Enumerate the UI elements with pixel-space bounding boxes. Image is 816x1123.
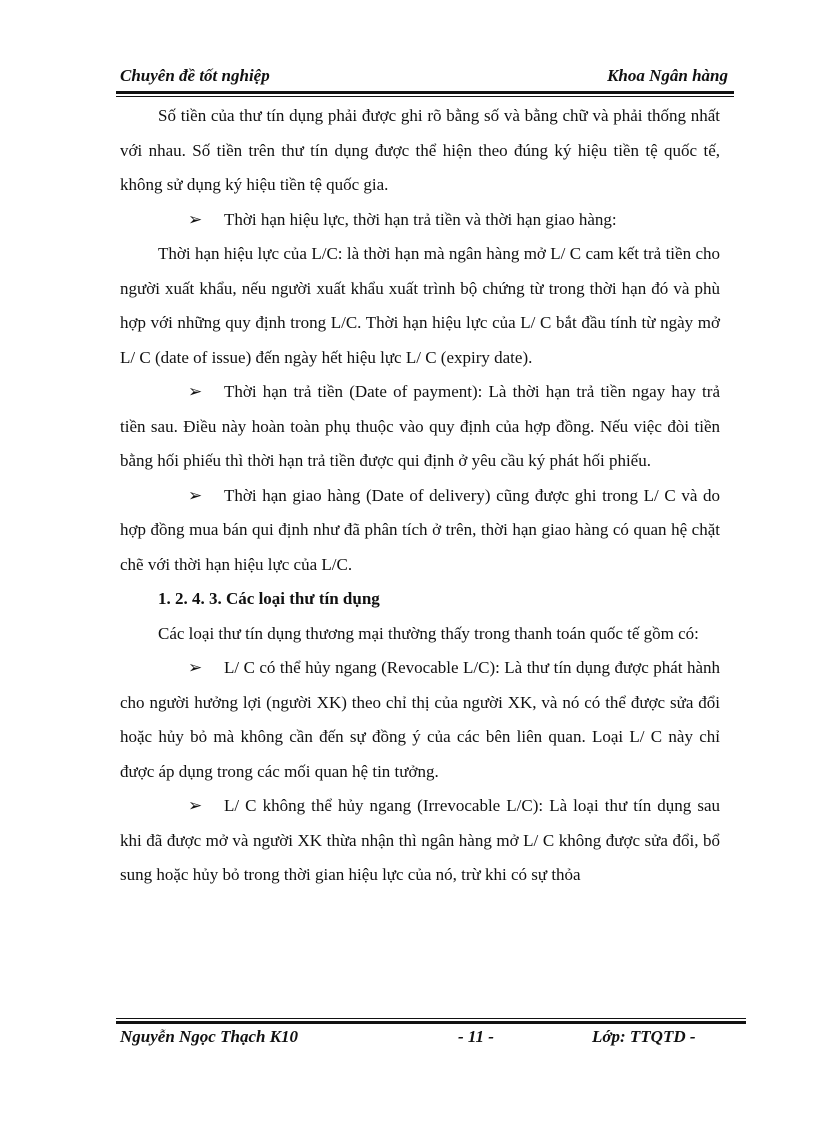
bullet-item: [120, 479, 720, 583]
arrow-bullet-icon: ➢: [188, 485, 203, 505]
bullet-item: [120, 651, 720, 789]
page-body: [120, 99, 720, 893]
arrow-bullet-icon: ➢: [188, 209, 203, 229]
header-rule-thin: [116, 96, 734, 97]
bullet-text: Thời hạn hiệu lực, thời hạn trả tiền và thời hạn giao hàng:: [224, 209, 617, 229]
footer-author: Nguyễn Ngọc Thạch K10: [120, 1027, 299, 1046]
bullet-item: [120, 203, 720, 238]
footer-class: Lớp: TTQTD -: [592, 1027, 696, 1046]
footer-rule-thin: [116, 1018, 746, 1019]
bullet-item: [120, 375, 720, 479]
bullet-text: L/ C có thể hủy ngang (Revocable L/C): Là thư tín dụng được phát hành cho người hưởng lợi (người XK) theo chỉ thị của người XK, và nó có thể được sửa đổi hoặc hủy bỏ mà không cần đến sự đồng ý của các bên liên quan. Loại L/ C này chỉ được áp dụng trong các mối quan hệ tin tưởng.: [120, 658, 720, 781]
paragraph: Thời hạn hiệu lực của L/C: là thời hạn mà ngân hàng mở L/ C cam kết trả tiền cho người xuất khẩu, nếu người xuất khẩu xuất trình bộ chứng từ trong thời hạn đó và phù hợp với những quy định trong L/C. Thời hạn hiệu lực của L/ C bắt đầu tính từ ngày mở L/ C (date of issue) đến ngày hết hiệu lực L/ C (expiry date).: [120, 244, 720, 367]
paragraph: Các loại thư tín dụng thương mại thường thấy trong thanh toán quốc tế gồm có:: [158, 623, 699, 643]
footer-rule-thick: [116, 1021, 746, 1024]
page-header: [116, 62, 734, 92]
header-rule-thick: [116, 91, 734, 94]
section-heading: 1. 2. 4. 3. Các loại thư tín dụng: [158, 589, 380, 608]
paragraph: Số tiền của thư tín dụng phải được ghi rõ bằng số và bằng chữ và phải thống nhất với nhau. Số tiền trên thư tín dụng được thể hiện theo đúng ký hiệu tiền tệ quốc tế, không sử dụng ký hiệu tiền tệ quốc gia.: [120, 106, 720, 194]
header-title: Chuyên đề tốt nghiệp: [120, 66, 270, 85]
arrow-bullet-icon: ➢: [188, 796, 203, 815]
arrow-bullet-icon: ➢: [188, 658, 203, 677]
bullet-text: L/ C không thể hủy ngang (Irrevocable L/C): Là loại thư tín dụng sau khi đã được mở và người XK thừa nhận thì ngân hàng mở L/ C không được sửa đổi, bổ sung hoặc hủy bỏ trong thời gian hiệu lực của nó, trừ khi có sự thỏa: [120, 796, 720, 884]
bullet-text: Thời hạn trả tiền (Date of payment): Là thời hạn trả tiền ngay hay trả tiền sau. Điều này hoàn toàn phụ thuộc vào quy định của hợp đồng. Nếu việc đòi tiền bằng hối phiếu thì thời hạn trả tiền được qui định ở yêu cầu ký phát hối phiếu.: [120, 382, 720, 470]
bullet-text: Thời hạn giao hàng (Date of delivery) cũng được ghi trong L/ C và do hợp đồng mua bán qui định như đã phân tích ở trên, thời hạn giao hàng có quan hệ chặt chẽ với thời hạn hiệu lực của L/C.: [120, 485, 720, 574]
bullet-item: [120, 789, 720, 893]
header-department: Khoa Ngân hàng: [607, 66, 728, 85]
page-number: - 11 -: [458, 1027, 494, 1046]
arrow-bullet-icon: ➢: [188, 382, 203, 401]
